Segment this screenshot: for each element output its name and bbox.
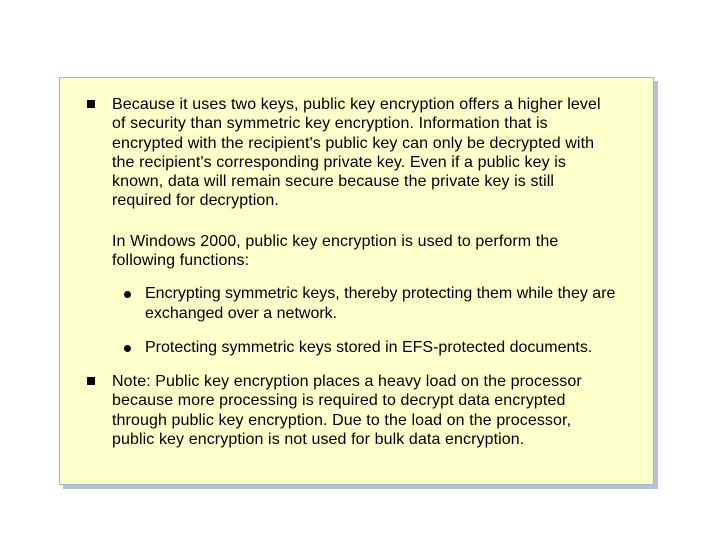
round-bullet-icon xyxy=(124,345,131,352)
subbullet-1-line: exchanged over a network. xyxy=(145,304,338,322)
bullet-1-line: known, data will remain secure because the private key is still xyxy=(112,173,555,191)
square-bullet-icon xyxy=(87,100,95,108)
bullet-1-text xyxy=(112,95,601,211)
bullet-2-line: public key encryption is not used for bulk data encryption. xyxy=(112,430,525,448)
bullet-1-line: of security than symmetric key encryption. Information that is xyxy=(112,115,548,133)
subbullet-2-line: Protecting symmetric keys stored in EFS-protected documents. xyxy=(145,339,593,356)
bullet-2-line: Note: Public key encryption places a heavy load on the processor xyxy=(112,373,582,390)
bullet-1-line: encrypted with the recipient's public key can only be decrypted with xyxy=(112,134,595,152)
bullet-1-line: the recipient's corresponding private key. Even if a public key is xyxy=(112,153,567,171)
square-bullet-icon xyxy=(87,377,95,385)
bullet-2-text xyxy=(112,372,582,449)
subbullet-1-text xyxy=(145,284,615,323)
bullet-2-line: through public key encryption. Due to the load on the processor, xyxy=(112,411,572,429)
subbullet-2-text xyxy=(145,338,592,358)
bullet-2-line: because more processing is required to decrypt data encrypted xyxy=(112,392,566,410)
bullet-1-line: required for decryption. xyxy=(112,192,279,210)
round-bullet-icon xyxy=(124,291,131,298)
bullet-1-line: Because it uses two keys, public key encryption offers a higher level xyxy=(112,96,601,113)
intro-text xyxy=(112,232,558,271)
intro-line: In Windows 2000, public key encryption is used to perform the xyxy=(112,233,559,250)
subbullet-1-line: Encrypting symmetric keys, thereby protecting them while they are xyxy=(145,285,616,302)
intro-line: following functions: xyxy=(112,252,250,270)
